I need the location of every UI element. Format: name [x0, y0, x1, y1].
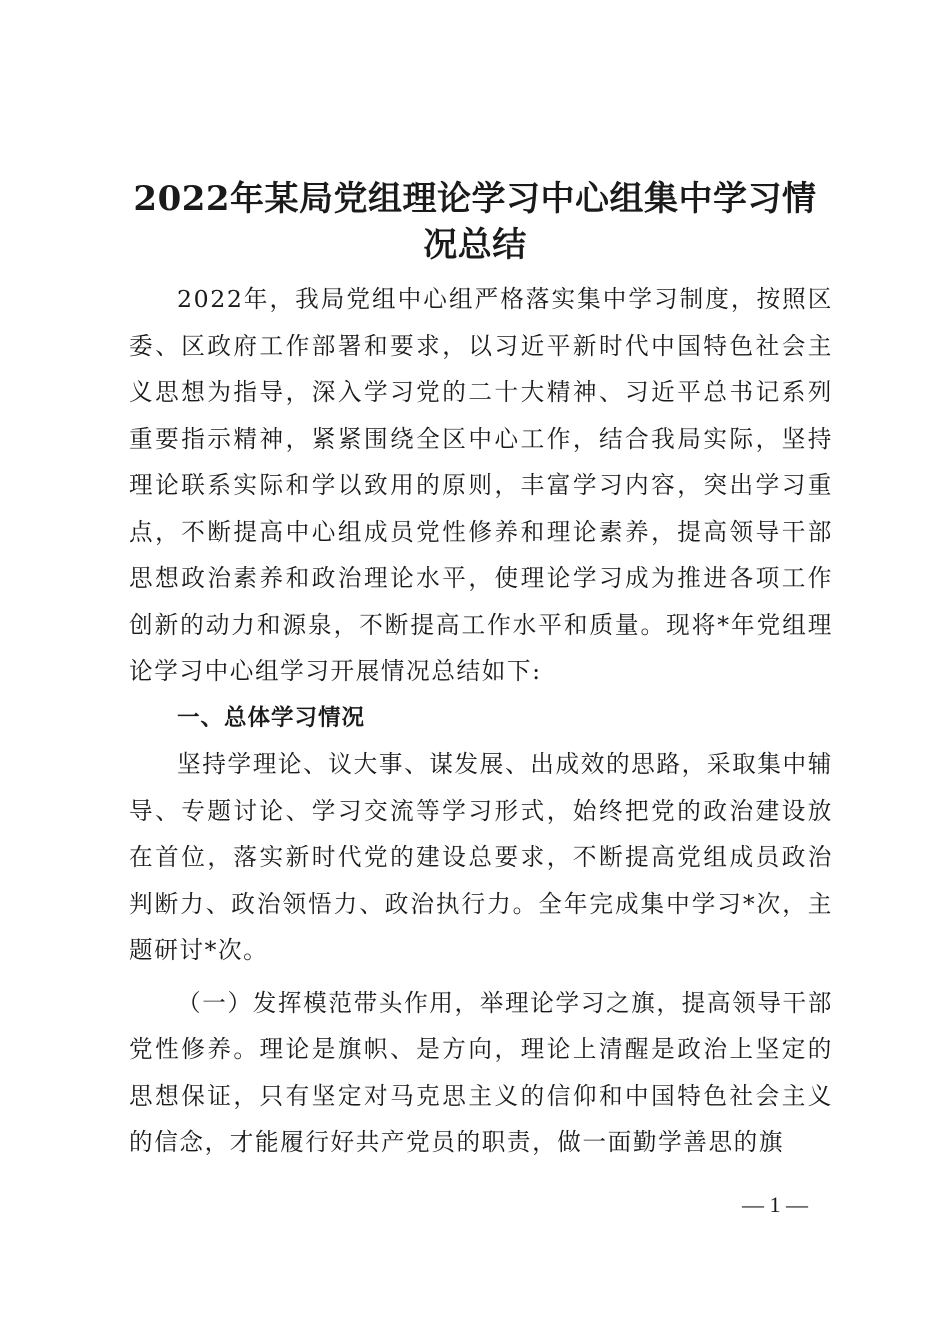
- document-title: 2022年某局党组理论学习中心组集中学习情况总结: [133, 179, 817, 265]
- intro-paragraph: 2022年，我局党组中心组严格落实集中学习制度，按照区委、区政府工作部署和要求，以习近平新时代中国特色社会主义思想为指导，深入学习党的二十大精神、习近平总书记系列重要指示精神，紧紧围绕全区中心工作，结合我局实际，坚持理论联系实际和学以致用的原则，丰富学习内容，突出学习重点，不断提高中心组成员党性修养和理论素养，提高领导干部思想政治素养和政治理论水平，使理论学习成为推进各项工作创新的动力和源泉，不断提高工作水平和质量。现将*年党组理论学习中心组学习开展情况总结如下:: [129, 285, 833, 685]
- document-body: [129, 276, 833, 1166]
- page-number: — 1 —: [742, 1192, 808, 1217]
- subsection-paragraph: （一）发挥模范带头作用，举理论学习之旗，提高领导干部党性修养。理论是旗帜、是方向，理论上清醒是政治上坚定的思想保证，只有坚定对马克思主义的信仰和中国特色社会主义的信念，才能履行好共产党员的职责，做一面勤学善思的旗: [129, 988, 833, 1156]
- overview-paragraph: 坚持学理论、议大事、谋发展、出成效的思路，采取集中辅导、专题讨论、学习交流等学习形式，始终把党的政治建设放在首位，落实新时代党的建设总要求，不断提高党组成员政治判断力、政治领悟力、政治执行力。全年完成集中学习*次，主题研讨*次。: [129, 750, 833, 964]
- section-heading: 一、总体学习情况: [177, 704, 366, 731]
